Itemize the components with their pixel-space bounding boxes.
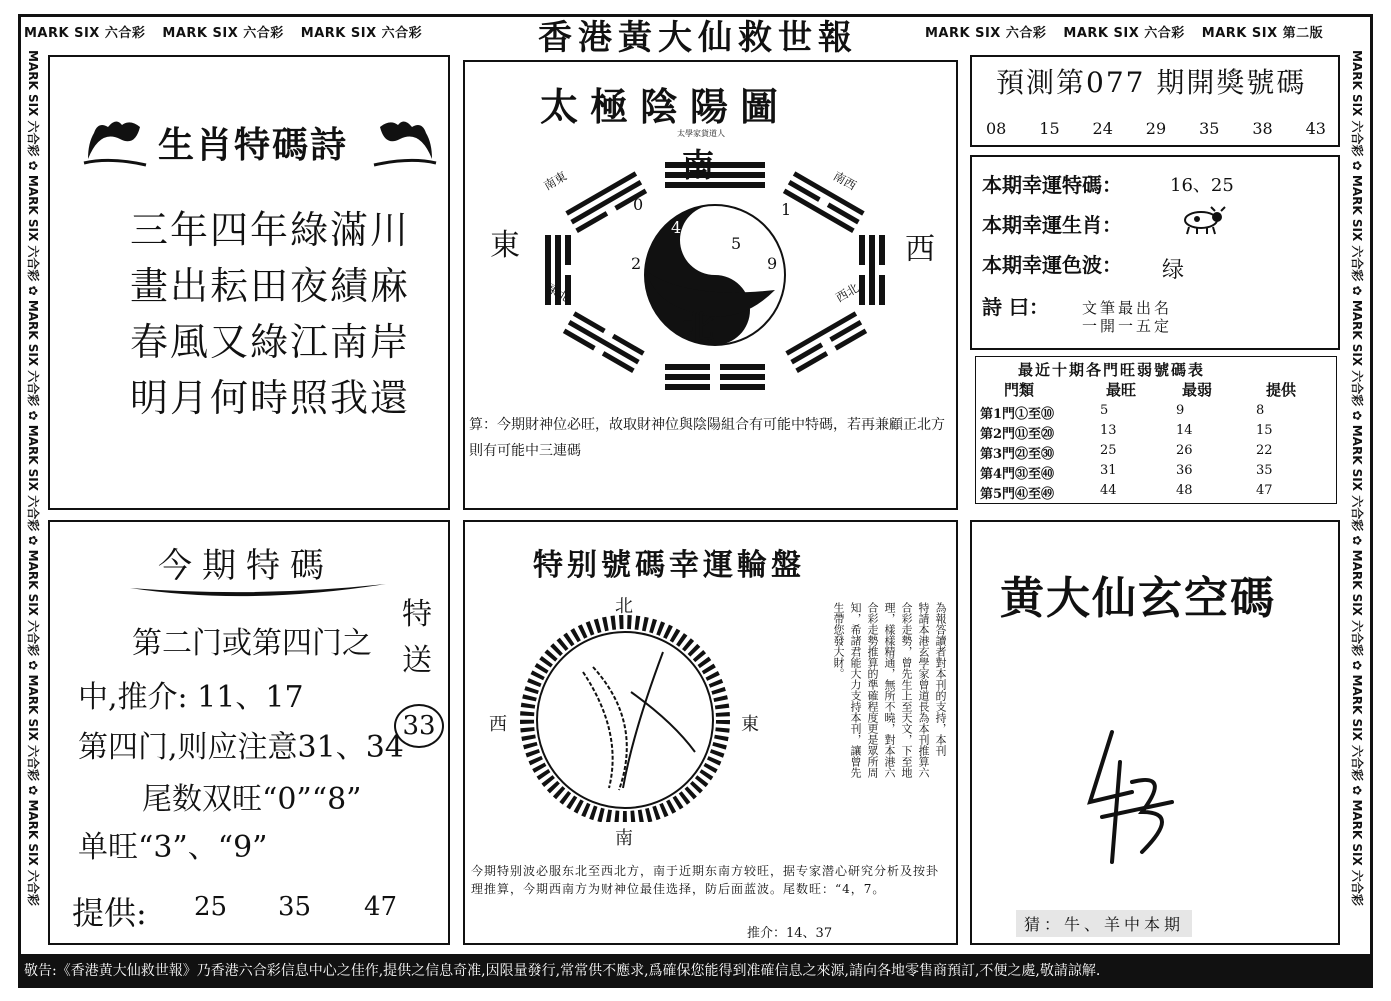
guess-text: 猜：牛、羊中本期 — [1016, 910, 1192, 937]
side-label: MARK SIX 六合彩 — [1350, 174, 1364, 282]
side-label: MARK SIX 六合彩 — [1350, 799, 1364, 906]
prediction-number: 24 — [1092, 119, 1113, 138]
handwritten-value — [972, 522, 973, 523]
worst-cell: 26 — [1176, 443, 1193, 458]
special-title: 今期特碼 — [158, 546, 334, 586]
taiji-title: 太極陰陽圖 — [540, 84, 791, 129]
lucky-color-value: 绿 — [1162, 258, 1185, 283]
title-swoosh — [128, 570, 388, 600]
prediction-number: 43 — [1305, 119, 1326, 138]
side-text-col: 生帶您發大財。 — [832, 602, 845, 679]
lucky-zodiac-label: 本期幸運生肖： — [982, 213, 1122, 237]
poem-line: 明月何時照我還 — [130, 376, 411, 420]
taiji-number: 5 — [731, 234, 742, 253]
side-label: MARK SIX 六合彩 — [1350, 424, 1364, 532]
wheel-north: 北 — [615, 596, 633, 617]
prediction-box — [970, 55, 1340, 147]
give-cell: 8 — [1256, 403, 1265, 418]
side-text-col: 特請本港玄學家曾道長為本刊推算六 — [917, 602, 930, 778]
brand-text: MARK SIX 第二版 — [1201, 26, 1324, 41]
taiji-number: 4 — [671, 218, 682, 237]
lucky-box — [970, 155, 1340, 350]
handwritten-number — [1072, 722, 1192, 872]
poem-panel — [48, 55, 450, 510]
corner-label: 南西 — [830, 168, 859, 193]
door-table-box — [975, 356, 1337, 504]
side-label: MARK SIX 六合彩 — [1350, 674, 1364, 782]
worst-cell: 9 — [1176, 403, 1185, 418]
south-label: 南 — [682, 146, 715, 184]
poem-line: 春風又綠江南岸 — [130, 320, 411, 364]
lucky-poem-line: 一開一五定 — [1082, 317, 1173, 335]
north-label: 北 — [682, 308, 715, 346]
special-line: 中,推介: 11、17 — [78, 680, 304, 715]
wheel-east: 東 — [741, 714, 759, 735]
side-label: MARK SIX 六合彩 — [26, 174, 40, 282]
taiji-number: 0 — [633, 195, 644, 214]
prediction-numbers — [986, 119, 1326, 138]
poem-title: 生肖特碼詩 — [158, 124, 349, 166]
give-number: 25 — [194, 892, 228, 922]
wheel-title: 特别號碼幸運輪盤 — [533, 548, 805, 583]
door-cell: 第5門㊶至㊾ — [980, 487, 1055, 502]
table-header-cell: 最旺 — [1106, 381, 1137, 399]
worst-cell: 14 — [1176, 423, 1193, 438]
taiji-top-small: 太學家貨道人 — [677, 129, 725, 138]
door-cell: 第4門㉛至㊵ — [980, 467, 1055, 482]
best-cell: 13 — [1100, 423, 1117, 438]
table-header-cell: 提供 — [1266, 381, 1297, 399]
corner-label: 西北 — [833, 280, 862, 305]
wheel-bottom-text: 今期特别波必服东北至西北方，南于近期东南方较旺，据专家潜心研究分析及按卦理推算，今期西南方为财神位最佳选择，防后面蓝波。尾数旺：“4，7。 — [471, 864, 940, 896]
brand-text: MARK SIX 六合彩 — [162, 26, 284, 41]
prediction-number: 35 — [1199, 119, 1220, 138]
dragon-icon — [370, 109, 440, 169]
brand-text: MARK SIX 六合彩 — [925, 26, 1047, 41]
prediction-number: 15 — [1039, 119, 1060, 138]
worst-cell: 48 — [1176, 483, 1193, 498]
gift-label: 特送 — [402, 597, 432, 678]
wheel-diagram — [513, 612, 743, 822]
wheel-panel — [463, 520, 958, 945]
corner-label: 東北 — [544, 280, 573, 305]
brand-text: MARK SIX 六合彩 — [1063, 26, 1185, 41]
xuankong-panel — [970, 520, 1340, 945]
give-cell: 47 — [1256, 483, 1273, 498]
lucky-poem-line: 文筆最出名 — [1082, 299, 1173, 317]
lucky-color-label: 本期幸運色波： — [982, 253, 1122, 277]
give-cell: 22 — [1256, 443, 1273, 458]
prediction-number: 38 — [1252, 119, 1273, 138]
brand-text: MARK SIX 六合彩 — [300, 26, 423, 41]
side-label: MARK SIX 六合彩 — [26, 799, 40, 906]
give-cell: 35 — [1256, 463, 1273, 478]
poem-line: 畫出耘田夜績麻 — [130, 264, 411, 308]
side-label: MARK SIX 六合彩 — [26, 50, 40, 157]
give-label: 提供: — [72, 894, 147, 932]
side-label: MARK SIX 六合彩 — [1350, 299, 1364, 407]
masthead-title: 香港黃大仙救世報 — [538, 18, 858, 58]
special-line: 尾数双旺“0”“8” — [142, 782, 362, 817]
wheel-west: 西 — [489, 714, 507, 735]
east-label: 東 — [490, 228, 520, 263]
side-label: MARK SIX 六合彩 — [26, 424, 40, 532]
xuankong-title: 黄大仙玄空碼 — [1000, 573, 1276, 624]
door-cell: 第1門①至⑩ — [980, 407, 1055, 422]
footer-text: 敬告:《香港黄大仙救世報》乃香港六合彩信息中心之佳作,提供之信息奇准,因限量發行,常常供不應求,爲確保您能得到准確信息之來源,請向各地零售商預訂,不便之處,敬請諒解. — [24, 963, 1101, 979]
top-brand-left — [24, 22, 474, 46]
table-header-cell: 最弱 — [1182, 381, 1213, 399]
lucky-special-label: 本期幸運特碼： — [982, 173, 1122, 197]
give-cell: 15 — [1256, 423, 1273, 438]
west-label: 西 — [905, 232, 935, 267]
worst-cell: 36 — [1176, 463, 1193, 478]
wheel-recommend: 推介：14、37 — [747, 926, 833, 941]
special-line: 第四门,则应注意31、34 — [78, 730, 404, 765]
ox-icon — [1177, 205, 1227, 235]
taiji-number: 2 — [631, 254, 642, 273]
taiji-number: 9 — [767, 254, 778, 273]
side-label: MARK SIX 六合彩 — [26, 299, 40, 407]
special-line: 第二门或第四门之 — [132, 626, 372, 661]
side-text-col: 為報答讀者對本刊的支持，本刊 — [934, 602, 947, 756]
give-number: 47 — [364, 892, 398, 922]
side-text-col: 理，樣樣精通，無所不曉，對本港六 — [883, 602, 896, 778]
lucky-poem-label: 詩 曰： — [982, 295, 1049, 319]
best-cell: 25 — [1100, 443, 1117, 458]
poem-header — [80, 109, 420, 169]
side-label: MARK SIX 六合彩 — [1350, 50, 1364, 157]
taiji-note: 算：今期財神位必旺，故取財神位與陰陽組合有可能中特碼，若再兼顧正北方則有可能中三連碼 — [469, 417, 945, 459]
left-side-strip: MARK SIX 六合彩 ✿ MARK SIX 六合彩 ✿ MARK SIX 六合彩 ✿ MARK SIX 六合彩 ✿ MARK SIX 六合彩 ✿ MARK SIX 六合彩 ✿ MARK SIX 六合彩 — [26, 50, 40, 906]
side-text-col: 知，希諸君能大力支持本刊，讓曾先 — [849, 602, 862, 778]
dragon-icon — [80, 109, 150, 169]
right-side-strip: MARK SIX 六合彩 ✿ MARK SIX 六合彩 ✿ MARK SIX 六合彩 ✿ MARK SIX 六合彩 ✿ MARK SIX 六合彩 ✿ MARK SIX 六合彩 ✿ MARK SIX 六合彩 — [1350, 50, 1364, 906]
prediction-number: 08 — [986, 119, 1007, 138]
special-code-panel — [48, 520, 450, 945]
best-cell: 5 — [1100, 403, 1109, 418]
lucky-special-value: 16、25 — [1170, 175, 1234, 196]
give-number: 35 — [278, 892, 312, 922]
side-text-col: 合彩走勢，曾先生上至天文，下至地 — [900, 602, 913, 778]
wheel-side-text — [777, 602, 947, 852]
side-text-col: 合彩走勢推算的準確程度更是眾所周 — [866, 602, 879, 778]
taiji-number: 1 — [781, 200, 792, 219]
side-label: MARK SIX 六合彩 — [1350, 549, 1364, 657]
best-cell: 44 — [1100, 483, 1117, 498]
prediction-title: 預測第077 期開獎號碼 — [996, 66, 1307, 99]
prediction-number: 29 — [1145, 119, 1167, 138]
brand-text: MARK SIX 六合彩 — [24, 26, 146, 41]
side-label: MARK SIX 六合彩 — [26, 674, 40, 782]
best-cell: 31 — [1100, 463, 1117, 478]
door-cell: 第2門⑪至⑳ — [980, 427, 1055, 442]
top-brand-right — [925, 22, 1365, 46]
side-label: MARK SIX 六合彩 — [26, 549, 40, 657]
wheel-south: 南 — [615, 828, 633, 849]
door-cell: 第3門㉑至㉚ — [980, 447, 1055, 462]
table-title: 最近十期各門旺弱號碼表 — [1018, 361, 1206, 379]
taiji-panel — [463, 60, 958, 510]
poem-line: 三年四年綠滿川 — [130, 208, 411, 252]
table-header-cell: 門類 — [1004, 381, 1035, 399]
special-line: 单旺“3”、“9” — [78, 830, 268, 865]
gift-number: 33 — [394, 704, 444, 748]
corner-label: 南東 — [541, 168, 570, 193]
